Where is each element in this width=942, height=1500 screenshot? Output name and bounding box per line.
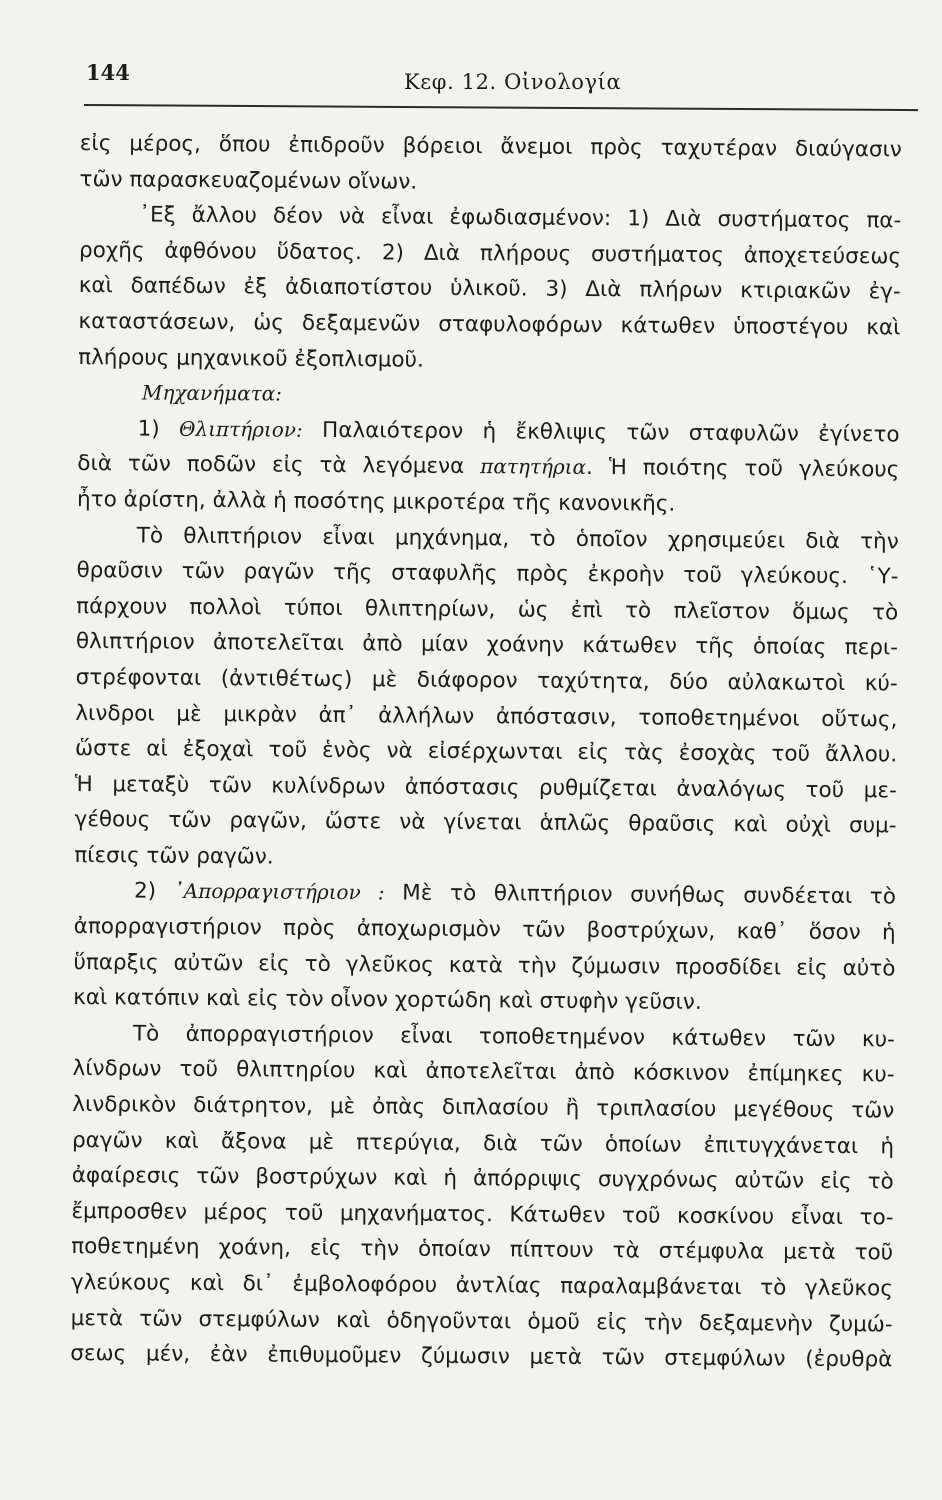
body-text bbox=[70, 126, 902, 1378]
text-line: τῶν παρασκευαζομένων οἴνων. bbox=[79, 166, 418, 195]
text-line: ᾿Εξ ἄλλου δέον νὰ εἶναι ἐφωδιασμένον: 1) Διὰ συστήματος πα- bbox=[139, 202, 902, 234]
item-title: Θλιπτήριον: bbox=[178, 416, 303, 442]
text-line: θραῦσιν τῶν ραγῶν τῆς σταφυλῆς πρὸς ἐκροὴν τοῦ γλεύκους. ῾Υ- bbox=[76, 558, 899, 590]
header-rule bbox=[84, 104, 918, 111]
text-line: πάρχουν πολλοὶ τύποι θλιπτηρίων, ὡς ἐπὶ τὸ πλεῖστον ὅμως τὸ bbox=[76, 593, 899, 626]
text-line: λινδροι μὲ μικρὰν ἀπ᾿ ἀλλήλων ἀπόστασιν, τοποθετημένοι οὕτως, bbox=[75, 700, 898, 732]
text-line: ποθετημένη χοάνη, εἰς τὴν ὁποίαν πίπτουν τὰ στέμφυλα μετὰ τοῦ bbox=[71, 1234, 894, 1266]
text-line: ὕπαρξις αὐτῶν εἰς τὸ γλεῦκος κατὰ τὴν ζύμωσιν προσδίδει εἰς αὐτὸ bbox=[73, 949, 896, 982]
running-head: Κεφ. 12. Οἰνολογία bbox=[404, 70, 622, 94]
item-number: 2) bbox=[133, 878, 174, 905]
text-line: Τὸ θλιπτήριον εἶναι μηχάνημα, τὸ ὁποῖον χρησιμεύει διὰ τὴν bbox=[136, 522, 899, 554]
text-line: καὶ δαπέδων ἐξ ἀδιαποτίστου ὑλικοῦ. 3) Διὰ πλήρων κτιριακῶν ἐγ- bbox=[78, 273, 901, 305]
text-line: εἰς μέρος, ὅπου ἐπιδροῦν βόρειοι ἄνεμοι πρὸς ταχυτέραν διαύγασιν bbox=[79, 130, 902, 163]
item-title: ᾿Απορραγιστήριον : bbox=[173, 879, 385, 905]
text-line: καταστάσεων, ὡς δεξαμενῶν σταφυλοφόρων κάτωθεν ὑποστέγου καὶ bbox=[78, 308, 901, 341]
text-run: . Ἡ ποιότης τοῦ γλεύκους bbox=[585, 455, 900, 483]
section-heading: Μηχανήματα: bbox=[141, 380, 283, 406]
text-line: γλεύκους καὶ δι᾿ ἐμβολοφόρου ἀντλίας παραλαμβάνεται τὸ γλεῦκος bbox=[70, 1269, 893, 1302]
page-header bbox=[86, 60, 916, 100]
text-line: λίνδρων τοῦ θλιπτηρίου καὶ ἀποτελεῖται ἀπὸ κόσκινον ἐπίμηκες κυ- bbox=[72, 1056, 895, 1088]
text-line: ἦτο ἀρίστη, ἀλλὰ ἡ ποσότης μικροτέρα τῆς κανονικῆς. bbox=[76, 486, 676, 517]
text-run: Παλαιότερον ἡ ἔκθλιψις τῶν σταφυλῶν ἐγίνετο bbox=[302, 417, 900, 448]
text-line: ἀπορραγιστήριον πρὸς ἀποχωρισμὸν τῶν βοστρύχων, καθ᾿ ὅσον ἡ bbox=[73, 914, 896, 946]
text-line: σεως μέν, ἐὰν ἐπιθυμοῦμεν ζύμωσιν μετὰ τῶν στεμφύλων (ἐρυθρὰ bbox=[70, 1341, 893, 1373]
text-line: στρέφονται (ἀντιθέτως) μὲ διάφορον ταχύτητα, δύο αὐλακωτοὶ κύ- bbox=[75, 664, 898, 697]
text-line: ροχῆς ἀφθόνου ὕδατος. 2) Διὰ πλήρους συστήματος ἀποχετεύσεως bbox=[78, 237, 902, 270]
text-run: Μὲ τὸ θλιπτήριον συνήθως συνδέεται τὸ bbox=[384, 880, 897, 910]
text-line: ἔμπροσθεν μέρος τοῦ μηχανήματος. Κάτωθεν τοῦ κοσκίνου εἶναι το- bbox=[71, 1198, 894, 1231]
text-line: Τὸ ἀπορραγιστήριον εἶναι τοποθετημένον κάτωθεν τῶν κυ- bbox=[132, 1021, 895, 1053]
text-line: πίεσις τῶν ραγῶν. bbox=[74, 842, 274, 870]
text-line: μετὰ τῶν στεμφύλων καὶ ὁδηγοῦνται ὁμοῦ εἰς τὴν δεξαμενὴν ζυμώ- bbox=[70, 1305, 893, 1338]
text-line: ἀφαίρεσις τῶν βοστρύχων καὶ ἡ ἀπόρριψις συγχρόνως αὐτῶν εἰς τὸ bbox=[71, 1163, 894, 1195]
item-number: 1) bbox=[137, 416, 180, 442]
italic-term: πατητήρια bbox=[480, 454, 587, 480]
text-line: ραγῶν καὶ ἄξονα μὲ πτερύγια, διὰ τῶν ὁποίων ἐπιτυγχάνεται ἡ bbox=[71, 1127, 895, 1160]
text-line: Ἡ μεταξὺ τῶν κυλίνδρων ἀπόστασις ρυθμίζεται ἀναλόγως τοῦ με- bbox=[74, 771, 897, 804]
text-line: λινδρικὸν διάτρητον, μὲ ὀπὰς διπλασίου ἢ τριπλασίου μεγέθους τῶν bbox=[72, 1092, 895, 1124]
text-line: θλιπτήριον ἀποτελεῖται ἀπὸ μίαν χοάνην κάτωθεν τῆς ὁποίας περι- bbox=[75, 629, 899, 661]
text-line: γέθους τῶν ραγῶν, ὥστε νὰ γίνεται ἁπλῶς θραῦσις καὶ οὐχὶ συμ- bbox=[74, 807, 897, 839]
text-line: πλήρους μηχανικοῦ ἐξοπλισμοῦ. bbox=[78, 344, 424, 373]
text-line: καὶ κατόπιν καὶ εἰς τὸν οἶνον χορτώδη καὶ στυφὴν γεῦσιν. bbox=[73, 985, 702, 1016]
text-run: διὰ τῶν ποδῶν εἰς τὰ λεγόμενα bbox=[77, 451, 481, 480]
text-line: ὥστε αἱ ἐξοχαὶ τοῦ ἑνὸς νὰ εἰσέρχωνται εἰς τὰς ἐσοχὰς τοῦ ἄλλου. bbox=[75, 736, 898, 768]
page-number: 144 bbox=[86, 60, 130, 85]
